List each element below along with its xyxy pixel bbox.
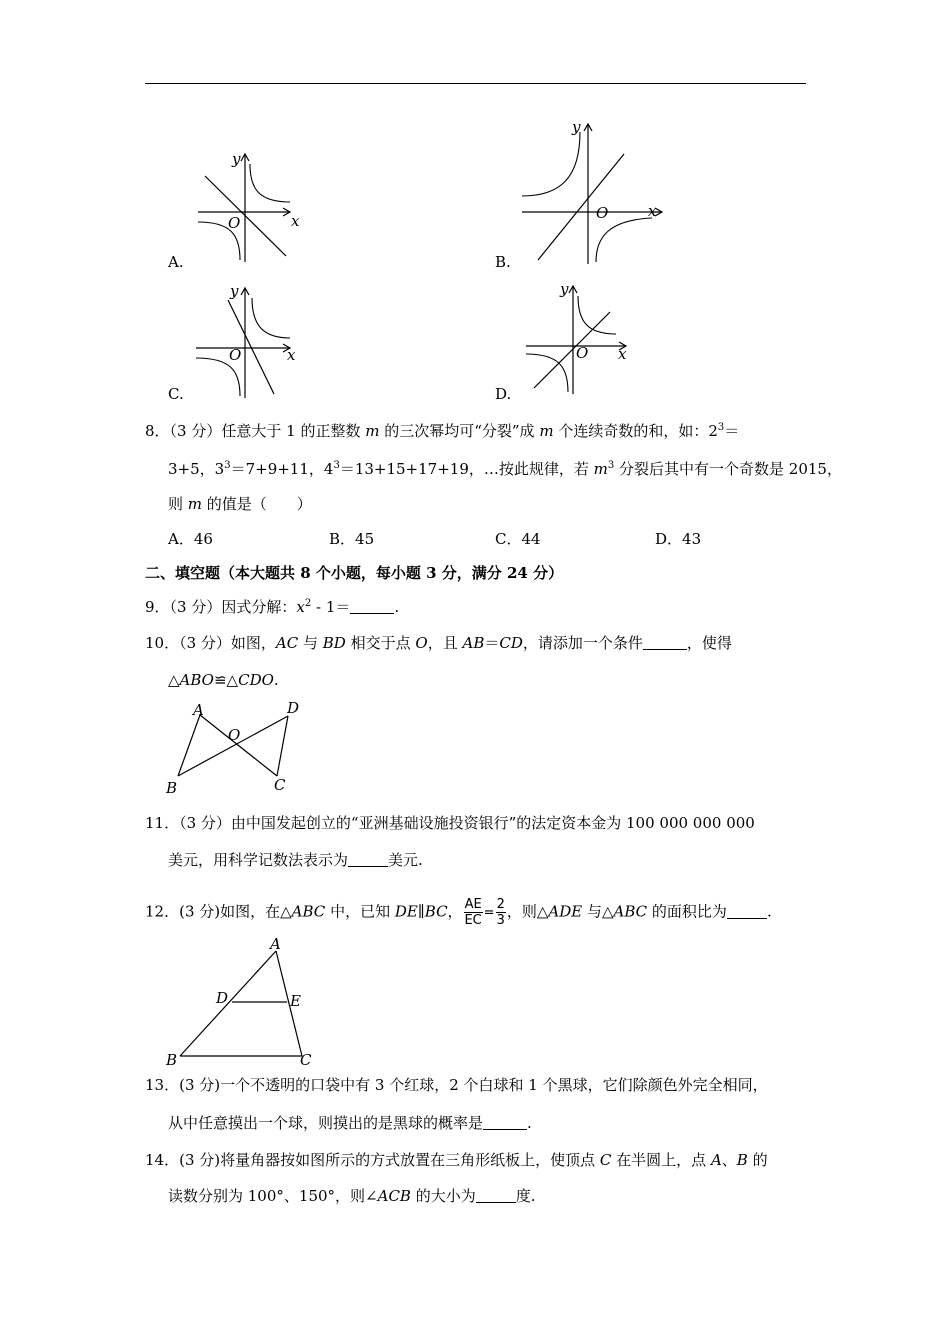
q8-line-1: 8．（3 分）任意大于 1 的正整数 m 的三次幂均可“分裂”成 m 个连续奇数的和，如：$2^3=$	[145, 422, 740, 440]
x-axis-label: x	[291, 212, 300, 230]
option-b-label: B.	[495, 253, 511, 271]
origin-label: O	[576, 344, 589, 362]
q8-choice-d: D．43	[655, 530, 702, 548]
q12-figure	[160, 934, 325, 1069]
svg-text:D: D	[216, 989, 229, 1007]
answer-blank[interactable]	[727, 904, 767, 919]
svg-text:A: A	[270, 935, 281, 953]
answer-blank[interactable]	[350, 599, 394, 614]
option-d-label: D.	[495, 385, 512, 403]
q10-line-1: 10．（3 分）如图，AC 与 BD 相交于点 O，且 AB＝CD，请添加一个条件 ，使得	[145, 634, 732, 652]
x-axis-label: x	[618, 345, 627, 363]
option-a-label: A.	[168, 253, 184, 271]
graph-d	[522, 282, 634, 394]
origin-label: O	[228, 214, 241, 232]
q13-line-2: 从中任意摸出一个球，则摸出的是黑球的概率是 .	[168, 1114, 532, 1132]
y-axis-label: y	[560, 280, 569, 298]
svg-text:B: B	[166, 779, 178, 797]
svg-text:C: C	[274, 776, 286, 794]
y-axis-label: y	[232, 150, 241, 168]
answer-blank[interactable]	[483, 1115, 527, 1130]
graph-b	[520, 118, 670, 264]
graph-a	[190, 150, 300, 262]
svg-text:C: C	[300, 1051, 312, 1069]
q10-figure	[160, 698, 310, 798]
ratio-fraction-2-3: $\frac{2}{3}$	[496, 897, 505, 928]
ratio-fraction-ae-ec: $\frac{AE}{EC}$	[464, 897, 482, 928]
q9-line: 9．（3 分）因式分解：$x^2 - 1=$ .	[145, 598, 400, 616]
svg-text:O: O	[228, 726, 241, 744]
section-heading: 二、填空题（本大题共 8 个小题，每小题 3 分，满分 24 分）	[145, 564, 564, 582]
q14-line-2: 读数分别为 100°、150°，则∠ACB 的大小为 度.	[168, 1187, 536, 1205]
svg-text:A: A	[193, 701, 204, 719]
q8-choice-b: B．45	[329, 530, 375, 548]
answer-blank[interactable]	[643, 635, 687, 650]
svg-text:B: B	[166, 1051, 178, 1069]
x-axis-label: x	[287, 346, 296, 364]
x-axis-label: x	[648, 202, 657, 220]
origin-label: O	[229, 346, 242, 364]
q8-choice-a: A．46	[168, 530, 213, 548]
option-c-label: C.	[168, 385, 184, 403]
svg-text:E: E	[290, 992, 301, 1010]
svg-text:D: D	[287, 699, 300, 717]
q11-line-2: 美元，用科学记数法表示为 美元.	[168, 851, 423, 869]
header-rule	[145, 83, 806, 84]
q8-line-3: 则 m 的值是（ ）	[168, 495, 312, 513]
q14-line-1: 14．(3 分)将量角器按如图所示的方式放置在三角形纸板上，使顶点 C 在半圆上，点 A、B 的	[145, 1151, 768, 1169]
q8-line-2: 3+5，$3^3=7+9+11$，$4^3=13+15+17+19$，…按此规律，若 $m^3$ 分裂后其中有一个奇数是 2015，	[168, 460, 842, 478]
answer-blank[interactable]	[476, 1188, 516, 1203]
q11-line-1: 11．（3 分）由中国发起创立的“亚洲基础设施投资银行”的法定资本金为 100 000 000 000	[145, 814, 755, 832]
origin-label: O	[596, 204, 609, 222]
q8-choice-c: C．44	[495, 530, 541, 548]
graph-c	[190, 284, 302, 398]
y-axis-label: y	[572, 118, 581, 136]
y-axis-label: y	[230, 282, 239, 300]
q12-line: 12．(3 分)如图，在△ABC 中，已知 DE∥BC， $\frac{AE}{EC}$ = $\frac{2}{3}$ ，则△ADE 与△ABC 的面积比为 .	[145, 897, 772, 928]
q10-line-2: △ABO≌△CDO.	[168, 671, 279, 689]
q13-line-1: 13．(3 分)一个不透明的口袋中有 3 个红球，2 个白球和 1 个黑球，它们除颜色外完全相同，	[145, 1076, 768, 1094]
answer-blank[interactable]	[348, 852, 388, 867]
